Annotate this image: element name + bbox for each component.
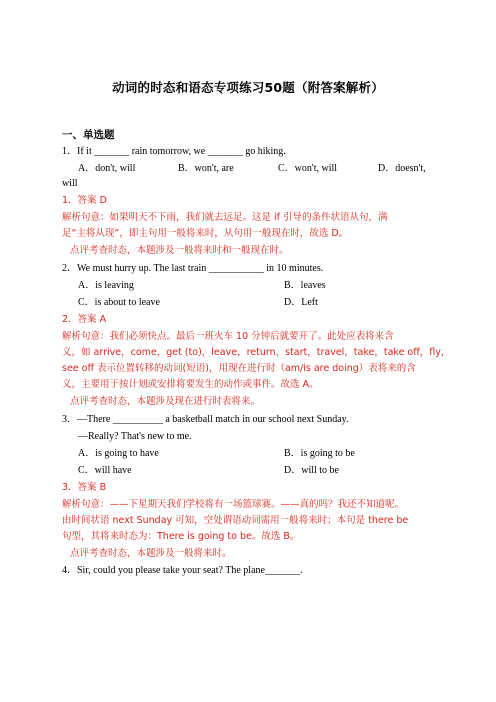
q2-note: 点评考查时态，本题涉及现在进行时表将来。 (70, 396, 261, 407)
q1-option-c: C．won't, will (278, 163, 338, 174)
question-3-stem: 3．—There __________ a basketball match in our school next Sunday. (62, 414, 349, 425)
q3-note: 点评考查时态，本题涉及一般将来时。 (70, 548, 232, 559)
q2-option-c: C．is about to leave (78, 297, 160, 308)
q3-option-a: A．is going to have (78, 448, 159, 459)
question-3-stem-reply: —Really? That's new to me. (78, 431, 192, 442)
q1-option-d-wrap: will (62, 178, 78, 189)
q1-analysis-line: 解析句意：如果明天不下雨，我们就去远足。这是 if 引导的条件状语从句，满 (62, 212, 388, 223)
section-heading: 一、单选题 (62, 129, 115, 141)
q2-analysis-line: 义，主要用于按计划或安排将要发生的动作或事件。故选 A。 (62, 379, 319, 390)
q1-option-d: D．doesn't, (378, 163, 426, 174)
q2-option-b: B．leaves (284, 280, 326, 291)
q2-option-d: D．Left (284, 297, 318, 308)
q2-analysis-line: 解析句意：我们必须快点。最后一班火车 10 分钟后就要开了。此处应表将来含 (62, 331, 394, 342)
question-1-stem: 1．If it _______ rain tomorrow, we _______ go hiking. (62, 146, 286, 157)
page-title: 动词的时态和语态专项练习50题（附答案解析） (112, 80, 384, 95)
q3-option-b: B．is going to be (284, 448, 355, 459)
q2-option-a: A．is leaving (78, 280, 134, 291)
q1-option-b: B．won't, are (178, 163, 234, 174)
q1-option-a: A．don't, will (78, 163, 136, 174)
q2-analysis-line: 义，如 arrive，come，get (to)，leave，return，start，travel，take，take off，fly， (62, 347, 451, 358)
question-4-stem: 4．Sir, could you please take your seat? The plane_______. (62, 565, 303, 576)
q1-note: 点评考查时态，本题涉及一般将来时和一般现在时。 (70, 245, 289, 256)
q3-answer: 3．答案 B (62, 482, 107, 493)
q1-answer: 1．答案 D (62, 195, 107, 206)
q3-option-d: D．will to be (284, 465, 339, 476)
question-2-stem: 2．We must hurry up. The last train ___________ in 10 minutes. (62, 263, 324, 274)
q3-analysis-line: 句型，其将来时态为：There is going to be。故选 B。 (62, 531, 300, 542)
q2-analysis-line: see off 表示位置转移的动词(短语)，用现在进行时（am/is are doing）表将来的含 (62, 363, 416, 374)
q3-analysis-line: 由时间状语 next Sunday 可知，空处谓语动词需用一般将来时；本句是 there be (62, 515, 409, 526)
q2-answer: 2．答案 A (62, 314, 107, 325)
q1-analysis-line: 足“主将从现”，即主句用一般将来时，从句用一般现在时，故选 D。 (62, 228, 349, 239)
q3-option-c: C．will have (78, 465, 132, 476)
q3-analysis-line: 解析句意：——下星期天我们学校将有一场篮球赛。——真的吗？我还不知道呢。 (62, 499, 405, 510)
